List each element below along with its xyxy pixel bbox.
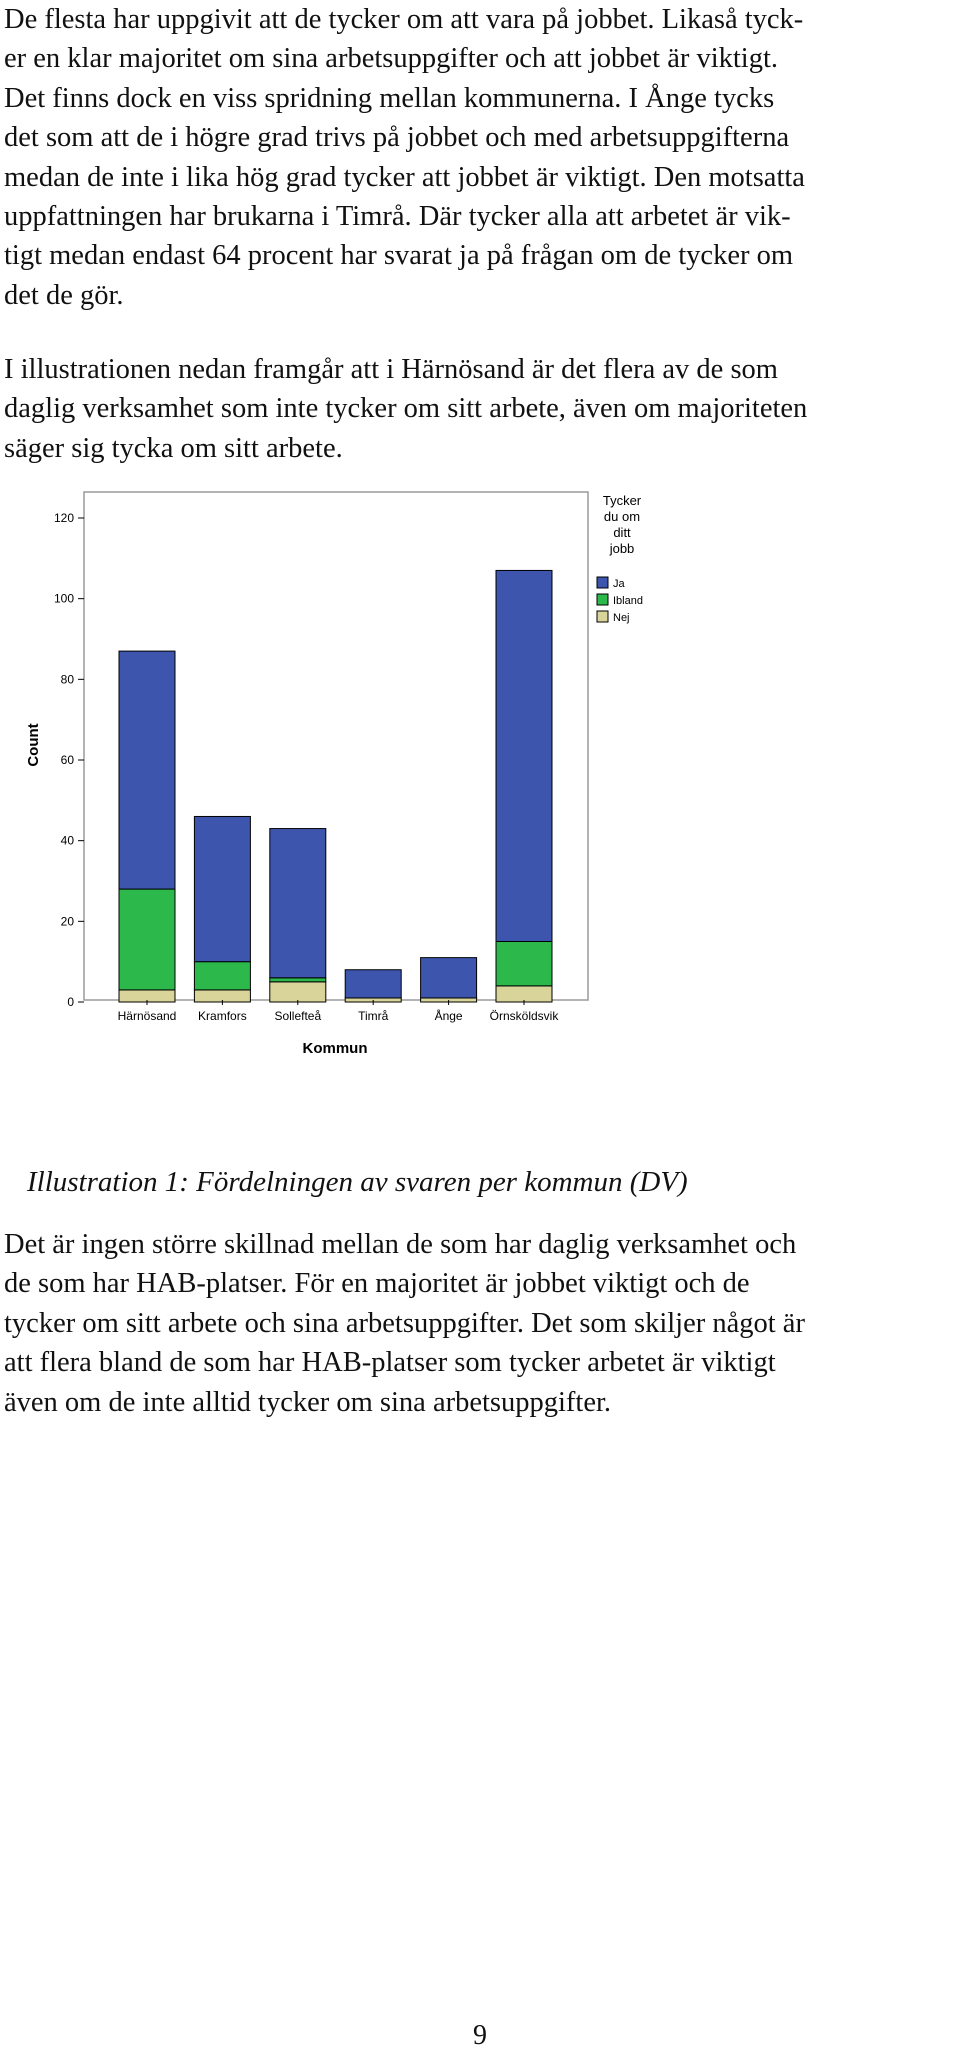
x-tick-label: Örnsköldsvik [489, 1009, 559, 1023]
text-line: att flera bland de som har HAB-platser som tycker arbetet är viktigt [4, 1347, 776, 1379]
bar-segment [345, 970, 401, 998]
y-tick-label: 20 [60, 914, 74, 929]
x-tick-label: Härnösand [117, 1009, 177, 1023]
bar-segment [496, 570, 552, 941]
y-tick-label: 40 [60, 833, 74, 848]
legend-title-line: jobb [609, 541, 635, 556]
legend-label: Ja [613, 578, 625, 590]
text-line: tigt medan endast 64 procent har svarat ja på frågan om de tycker om [4, 240, 793, 272]
legend-title-line: du om [603, 509, 641, 524]
bar-segment [270, 982, 326, 1002]
y-axis-title: Count [25, 723, 42, 767]
bar-segment [194, 816, 250, 961]
bar-segment [496, 942, 552, 986]
text-line: det som att de i högre grad trivs på jobbet och med arbetsuppgifterna [4, 122, 790, 154]
text-line: I illustrationen nedan framgår att i Härnösand är det flera av de som [4, 354, 778, 385]
text-line: Det är ingen större skillnad mellan de som har daglig verksamhet och [4, 1229, 797, 1260]
y-tick-label: 60 [60, 753, 74, 767]
figure-caption: Illustration 1: Fördelningen av svaren per kommun (DV) [27, 1166, 688, 1198]
chart-svg [0, 480, 643, 1080]
text-line: uppfattningen har brukarna i Timrå. Där tycker alla att arbetet är vik- [4, 201, 791, 233]
y-tick-label: 120 [53, 511, 74, 525]
bar-segment [119, 889, 175, 990]
bar-segment [421, 958, 477, 998]
text-line: det de gör. [4, 279, 124, 311]
bar-segment [270, 829, 326, 978]
text-line: Det finns dock en viss spridning mellan kommunerna. I Ånge tycks [4, 82, 775, 114]
text-line: er en klar majoritet om sina arbetsuppgifter och att jobbet är viktigt. [4, 43, 779, 75]
y-tick-label: 0 [67, 995, 74, 1009]
bar-segment [270, 978, 326, 982]
text-line: tycker om sitt arbete och sina arbetsuppgifter. Det som skiljer något är [4, 1307, 805, 1339]
legend-swatch [597, 594, 608, 605]
y-tick-label: 100 [53, 591, 74, 606]
page-number: 9 [473, 2020, 487, 2051]
bar-segment [194, 962, 250, 990]
comparison-paragraph [4, 1225, 956, 1422]
illustration-intro-paragraph [4, 350, 956, 468]
x-tick-label: Sollefteå [274, 1009, 322, 1023]
y-tick-label: 80 [60, 672, 74, 687]
text-line: säger sig tycka om sitt arbete. [4, 432, 343, 464]
x-tick-label: Kramfors [198, 1009, 247, 1023]
legend-swatch [597, 611, 608, 622]
text-line: medan de inte i lika hög grad tycker att jobbet är viktigt. Den motsatta [4, 161, 805, 193]
bar-segment [119, 651, 175, 889]
legend-title-line: Tycker [602, 493, 642, 508]
legend-swatch [597, 577, 608, 588]
stacked-bar-chart [0, 480, 643, 1080]
x-tick-label: Timrå [358, 1009, 389, 1023]
legend-title-line: ditt [613, 525, 631, 540]
text-line: De flesta har uppgivit att de tycker om att vara på jobbet. Likaså tyck- [4, 4, 804, 35]
text-line: de som har HAB-platser. För en majoritet är jobbet viktigt och de [4, 1268, 750, 1300]
text-line: daglig verksamhet som inte tycker om sitt arbete, även om majoriteten [4, 393, 808, 425]
legend-label: Ibland [613, 595, 643, 607]
text-line: även om de inte alltid tycker om sina arbetsuppgifter. [4, 1386, 612, 1418]
legend-label: Nej [613, 612, 630, 624]
x-tick-label: Ånge [434, 1009, 463, 1023]
x-axis-title: Kommun [302, 1040, 368, 1057]
bar-segment [496, 986, 552, 1002]
intro-paragraph [4, 0, 956, 315]
